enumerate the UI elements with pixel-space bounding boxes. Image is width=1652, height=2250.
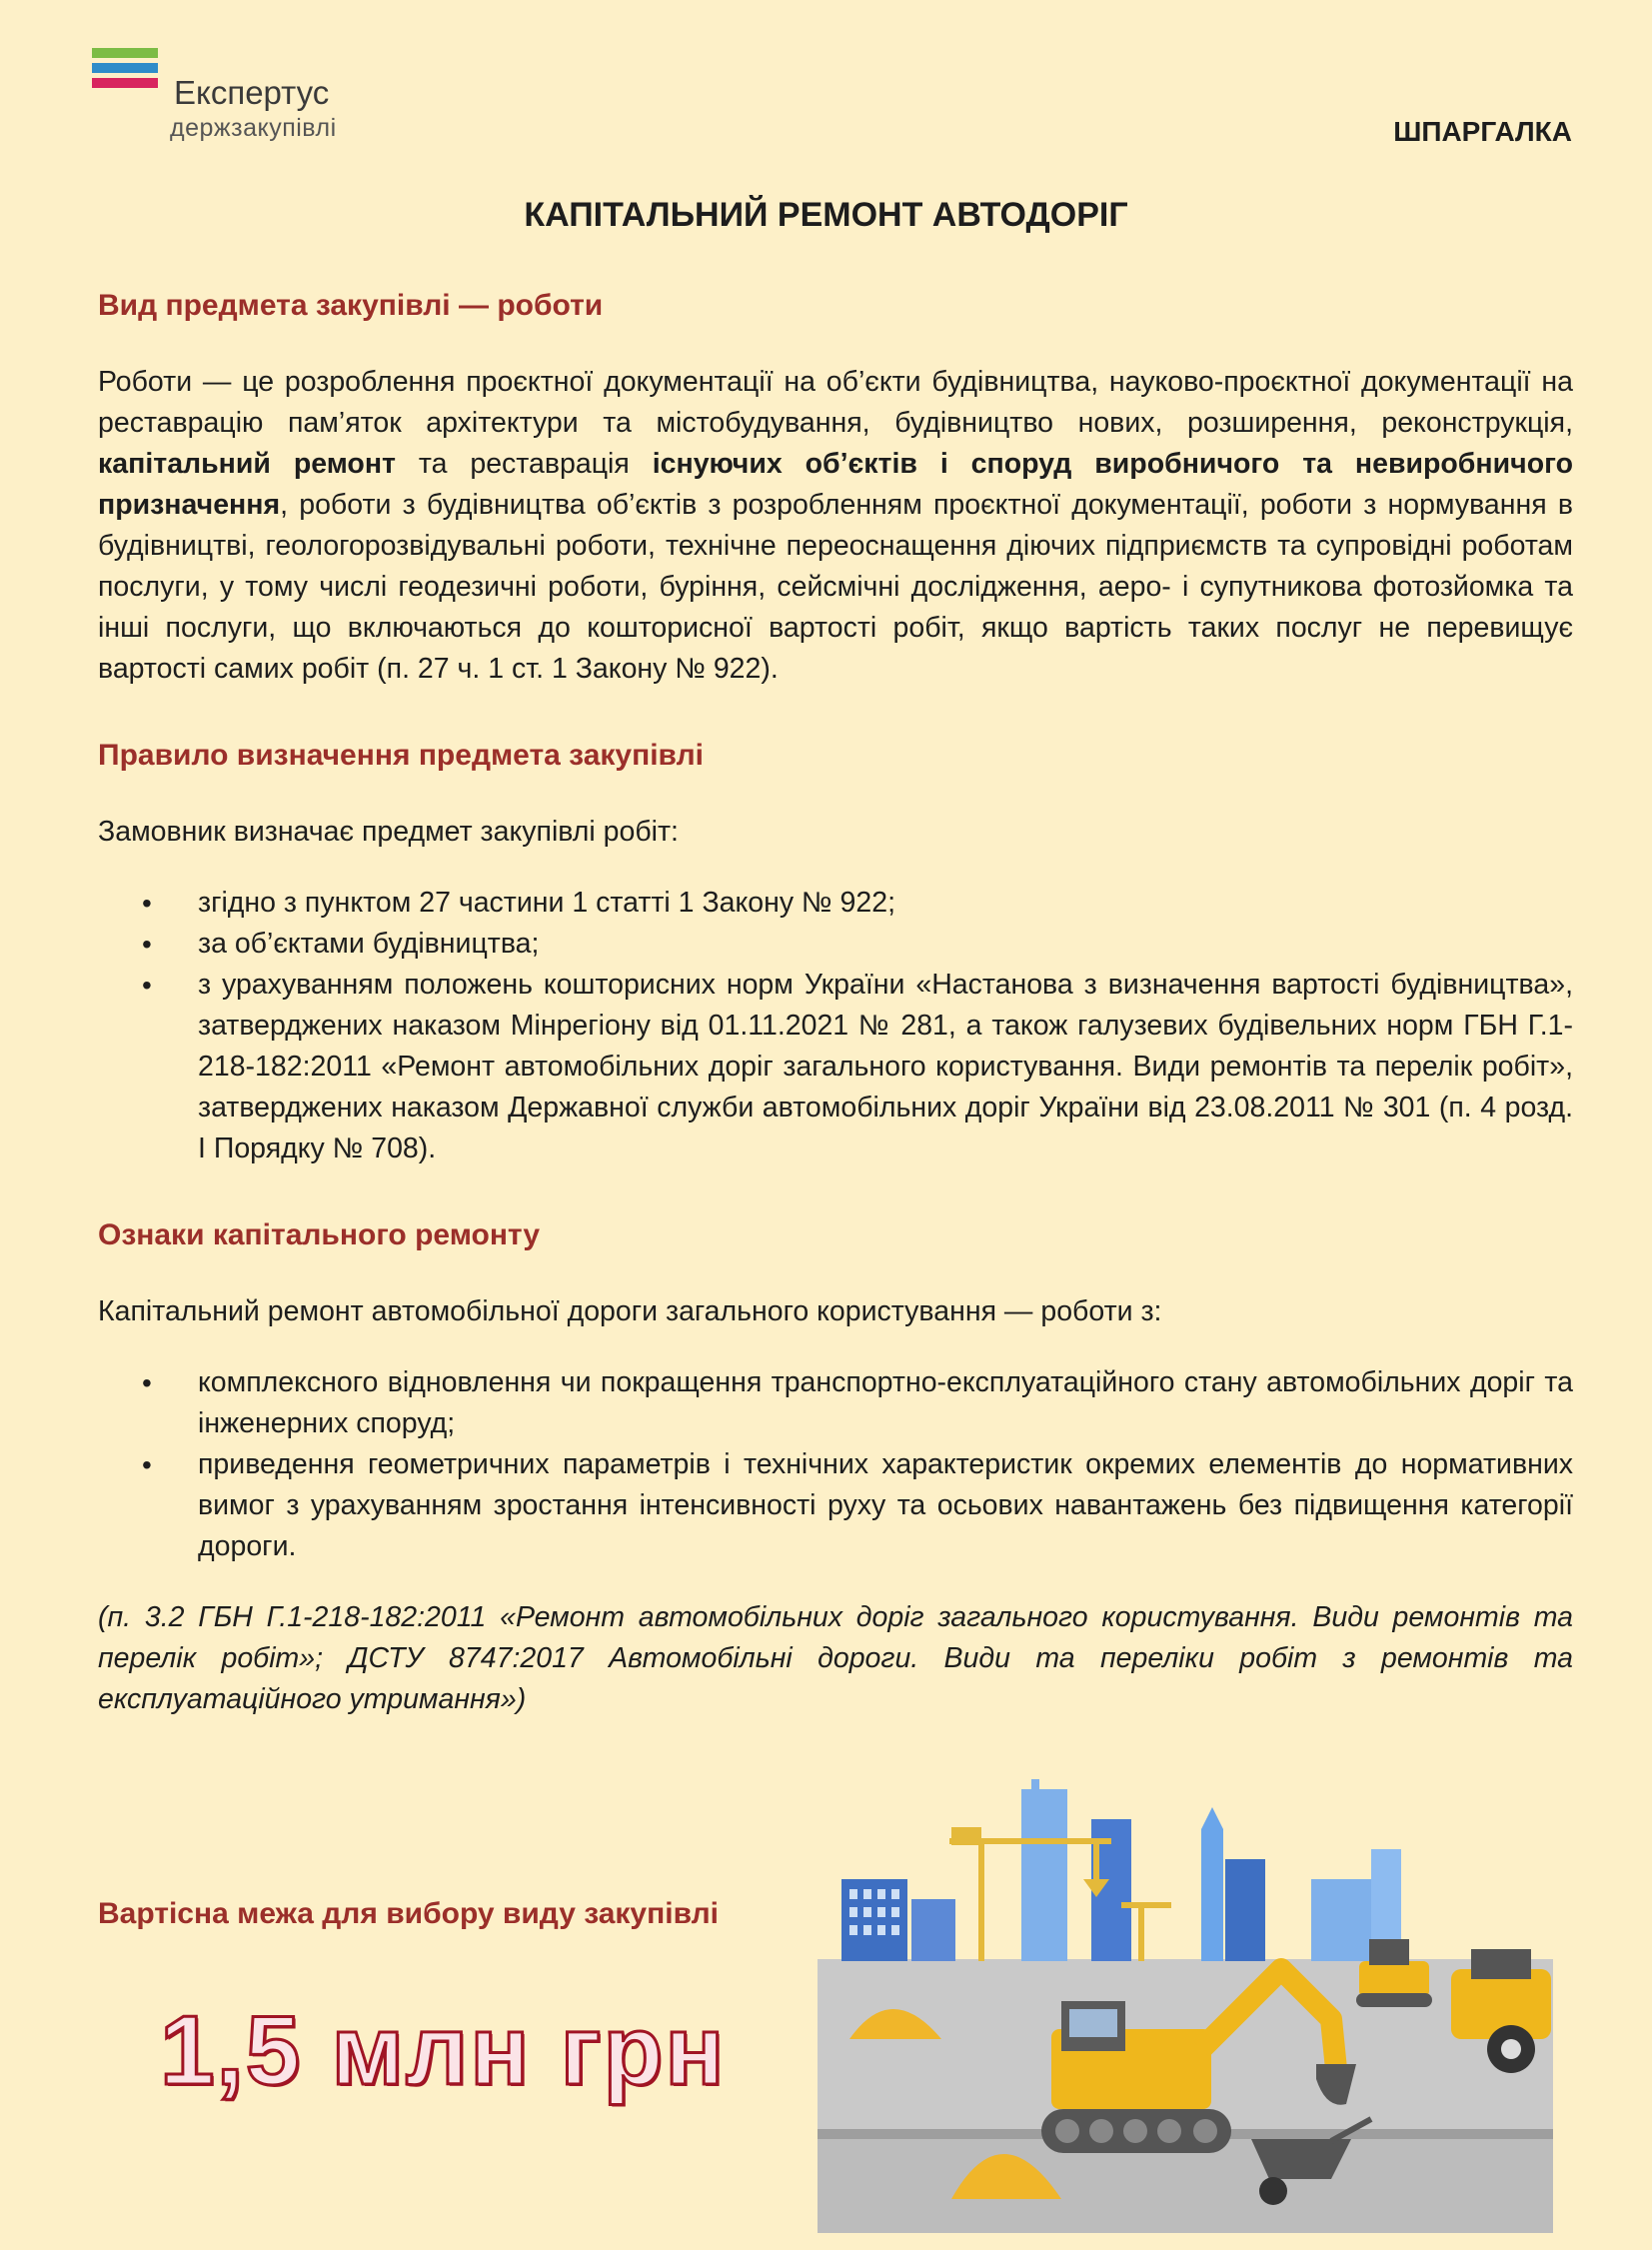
definition-text-3: , роботи з будівництва об’єктів з розробленням проєктної документації, роботи з нормування в будівництві, геологорозвідувальні роботи, технічне переоснащення діючих підприємств та супровідні роботам послуги, у тому числі геодезичні роботи, буріння, сейсмічні дослідження, аеро- і супутникова фотозйомка та інші послуги, що включаються до кошторисної вартості робіт, якщо вартість таких послуг не перевищує вартості самих робіт (п. 27 ч. 1 ст. 1 Закону № 922). <box>98 489 1573 685</box>
logo-subtitle: держзакупівлі <box>170 114 337 142</box>
list-item: • з урахуванням положень кошторисних норм України «Настанова з визначення вартості будівництва», затверджених наказом Мінрегіону від 01.11.2021 № 281, а також галузевих будівельних норм ГБН Г.1-218-182:2011 «Ремонт автомобільних доріг загального користування. Види ремонтів та перелік робіт», затверджених наказом Державної служби автомобільних доріг України від 23.08.2011 № 301 (п. 4 розд. І Порядку № 708). <box>98 965 1573 1169</box>
document-type: ШПАРГАЛКА <box>1393 116 1572 147</box>
threshold-value: 1,5 млн грн <box>160 1995 727 2105</box>
subject-rule-intro: Замовник визначає предмет закупівлі робіт: <box>98 816 679 848</box>
definition-bold-1: капітальний ремонт <box>98 448 396 480</box>
logo-name: Експертус <box>174 74 330 111</box>
definition-text-1: Роботи — це розроблення проєктної документації на об’єкти будівництва, науково-проєктної документації на реставрацію пам’яток архітектури та містобудування, будівництво нових, розширення, реконструкція, <box>98 366 1573 439</box>
main-content <box>98 280 1573 1720</box>
list-item: • за об’єктами будівництва; <box>98 924 1573 965</box>
section-heading-subject-rule: Правило визначення предмета закупівлі <box>98 739 704 772</box>
logo <box>92 48 352 148</box>
subject-rule-list <box>98 883 1573 1169</box>
repair-signs-intro: Капітальний ремонт автомобільної дороги загального користування — роботи з: <box>98 1295 1162 1327</box>
section-heading-work-type: Вид предмета закупівлі — роботи <box>98 289 604 322</box>
list-item: • згідно з пунктом 27 частини 1 статті 1 Закону № 922; <box>98 883 1573 924</box>
list-item: • комплексного відновлення чи покращення транспортно-експлуатаційного стану автомобільних доріг та інженерних споруд; <box>98 1362 1573 1444</box>
definition-bold-2: існуючих об’єктів і споруд виробничого та невиробничого призначення <box>98 448 1574 521</box>
page-title: КАПІТАЛЬНИЙ РЕМОНТ АВТОДОРІГ <box>524 196 1128 234</box>
road-construction-illustration-icon <box>812 1779 1557 2233</box>
list-item: • приведення геометричних параметрів і технічних характеристик окремих елементів до нормативних вимог з урахуванням зростання інтенсивності руху та осьових навантажень без підвищення категорії дороги. <box>98 1444 1573 1567</box>
works-definition-paragraph <box>98 362 1573 690</box>
section-heading-repair-signs: Ознаки капітального ремонту <box>98 1218 541 1251</box>
threshold-heading: Вартісна межа для вибору виду закупівлі <box>98 1897 720 1930</box>
definition-text-2: та реставрація <box>396 448 653 480</box>
repair-signs-reference-note: (п. 3.2 ГБН Г.1-218-182:2011 «Ремонт автомобільних доріг загального користування. Види ремонтів та перелік робіт»; ДСТУ 8747:2017 Автомобільні дороги. Види та переліки робіт з ремонтів та експлуатаційного утримання») <box>98 1601 1573 1715</box>
logo-bars-icon <box>92 48 158 93</box>
repair-signs-list <box>98 1362 1573 1567</box>
